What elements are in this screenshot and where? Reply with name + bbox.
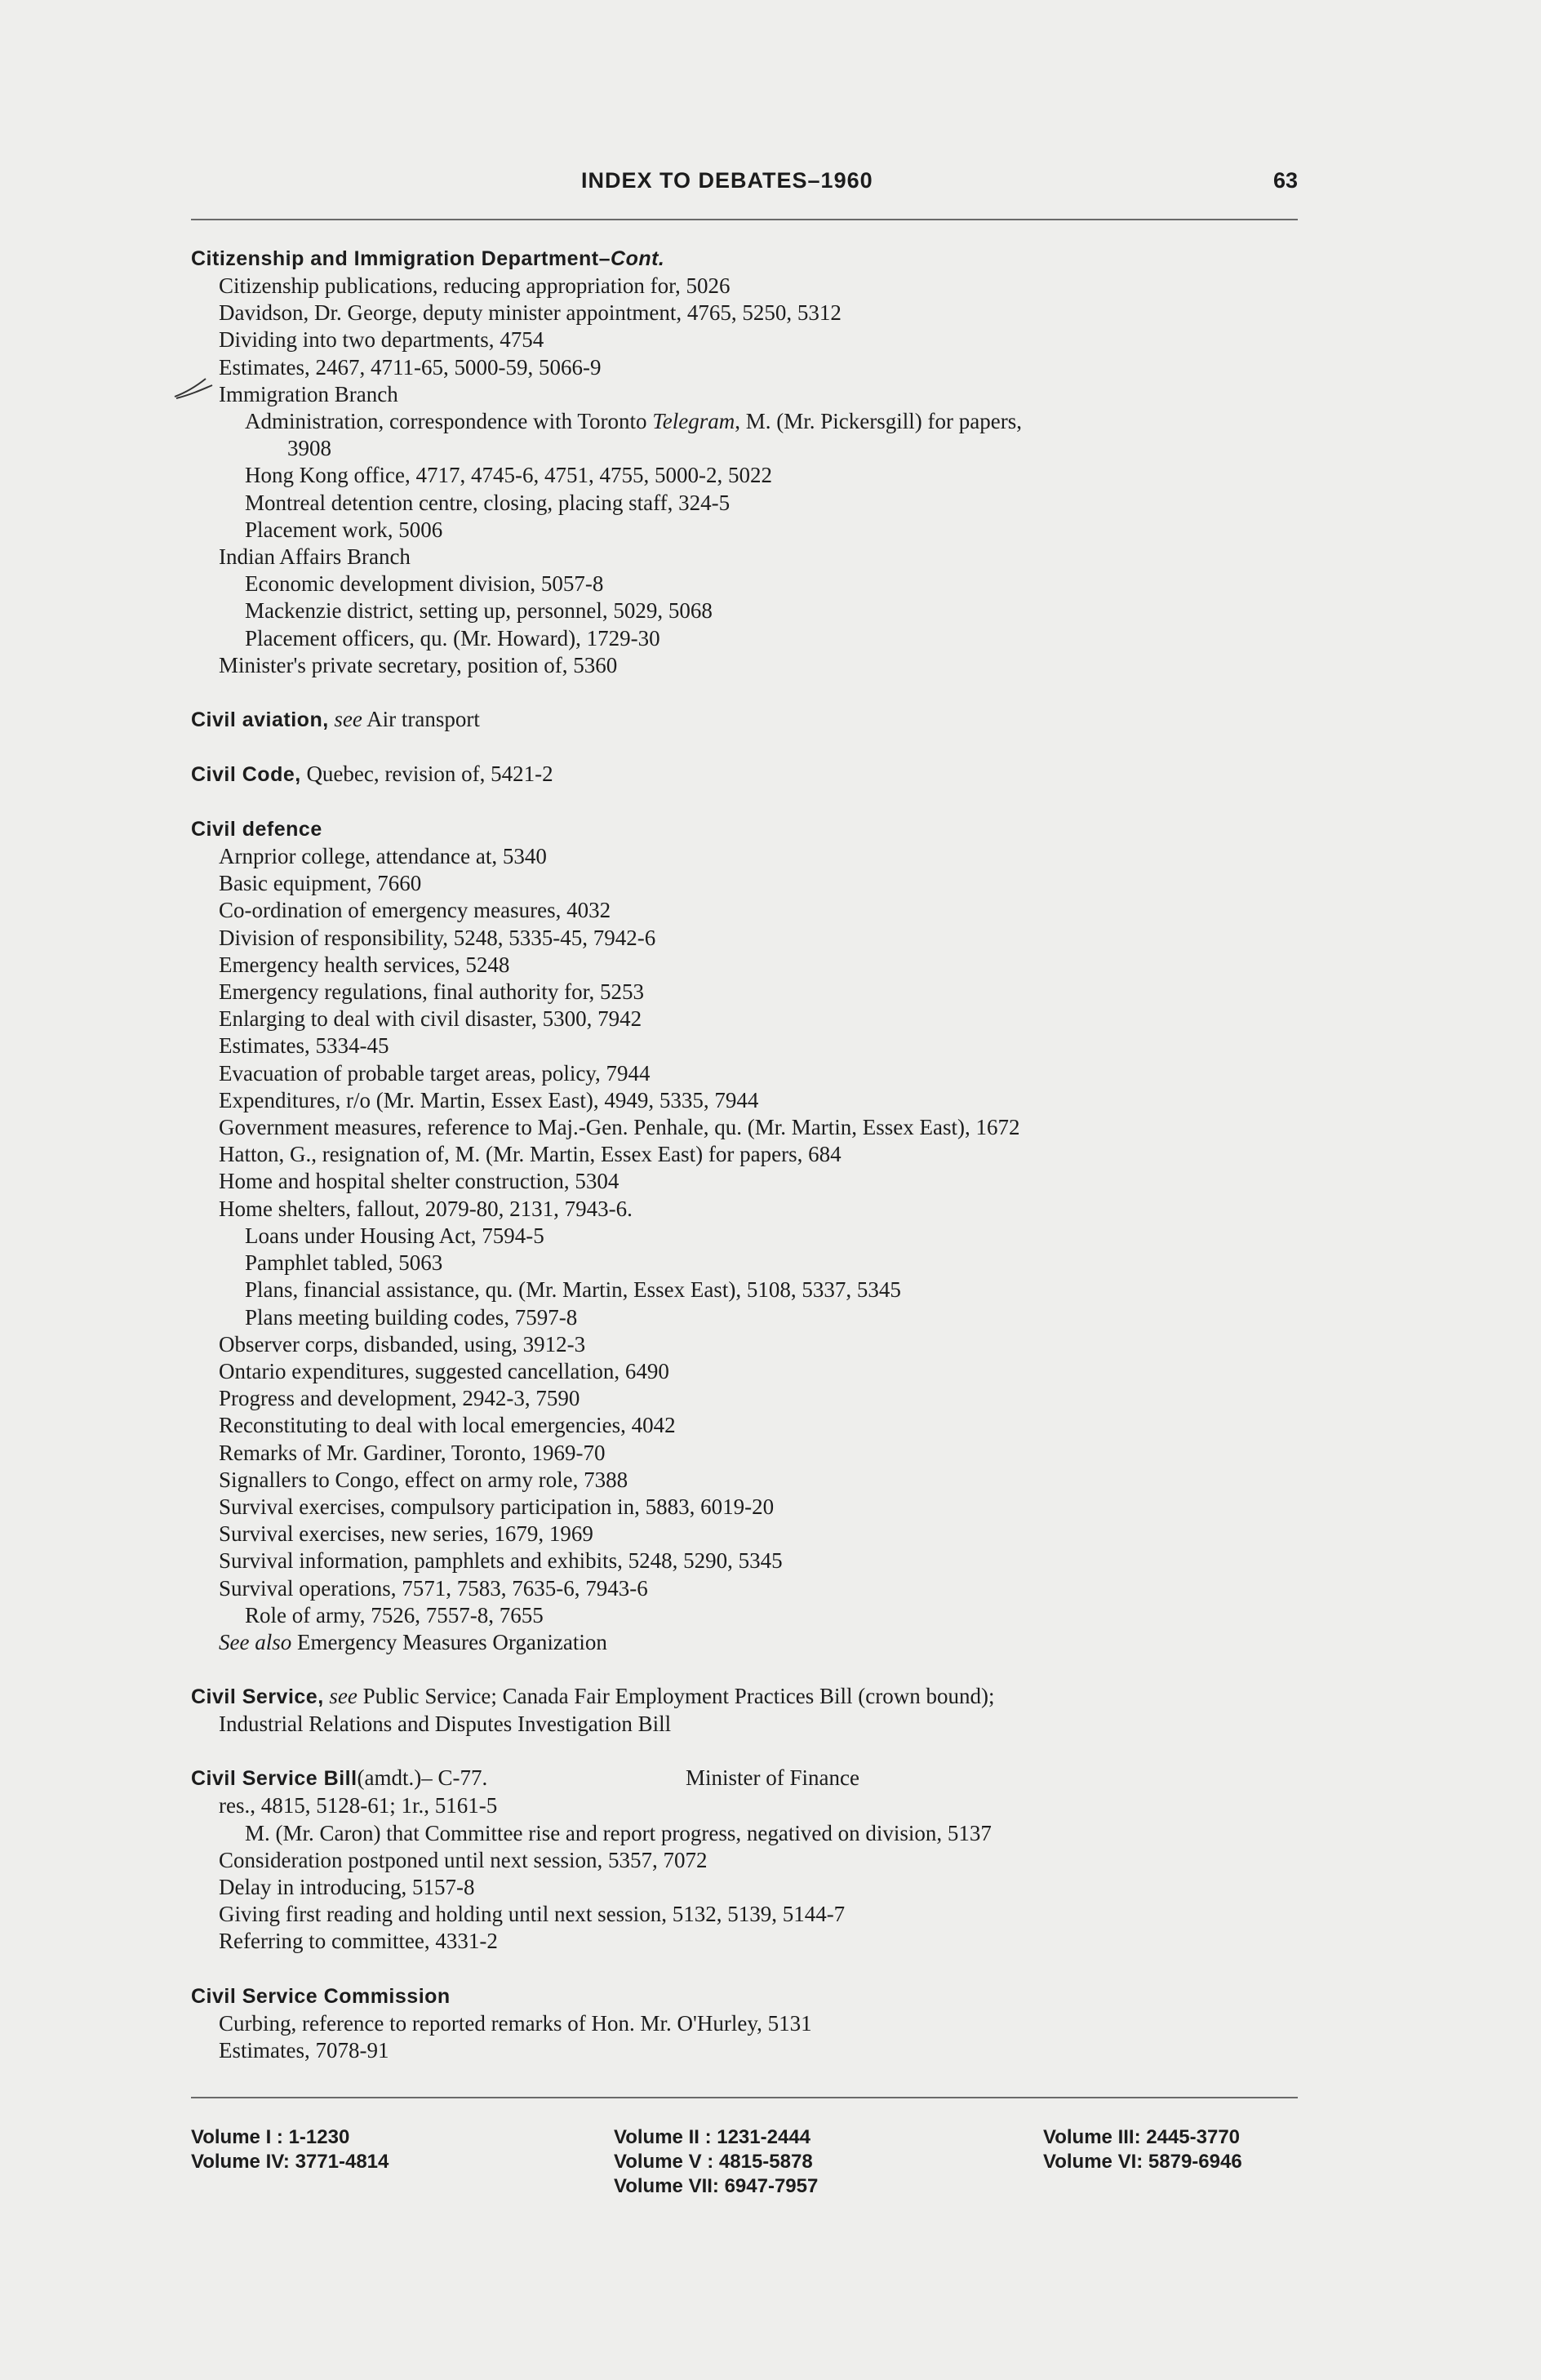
index-subentry: Curbing, reference to reported remarks of Hon. Mr. O'Hurley, 5131 xyxy=(219,2010,812,2036)
index-entry xyxy=(191,761,1317,788)
volume-range: Volume III: 2445-3770 xyxy=(1043,2126,1241,2148)
index-subentry: Survival operations, 7571, 7583, 7635-6, 7943-6 xyxy=(219,1575,648,1601)
entry-heading-line xyxy=(191,761,1317,788)
index-subentry: Evacuation of probable target areas, policy, 7944 xyxy=(219,1060,651,1086)
volume-range: Volume VI: 5879-6946 xyxy=(1043,2151,1242,2173)
volume-range: Volume II : 1231-2444 xyxy=(614,2126,811,2148)
entry-heading-text: Quebec, revision of, 5421-2 xyxy=(300,762,553,787)
index-subentry: Emergency regulations, final authority for, 5253 xyxy=(219,979,645,1005)
entry-heading-line xyxy=(191,1683,1317,1711)
subentry-text: , M. (Mr. Pickersgill) for papers, xyxy=(735,409,1022,434)
index-subentry: Survival information, pamphlets and exhibits, 5248, 5290, 5345 xyxy=(219,1548,783,1574)
index-subentry: Loans under Housing Act, 7594-5 xyxy=(245,1223,544,1248)
subentry-text: Administration, correspondence with Toronto xyxy=(245,409,653,434)
index-subentry: Observer corps, disbanded, using, 3912-3 xyxy=(219,1331,586,1357)
index-subentry: Home shelters, fallout, 2079-80, 2131, 7943-6. xyxy=(219,1196,633,1221)
entry-heading-text: Air transport xyxy=(362,707,480,732)
see-reference: see xyxy=(329,1684,357,1709)
entry-headword: Civil Service, xyxy=(191,1685,324,1709)
index-entry xyxy=(191,1983,1317,2064)
subentry-italic: See also xyxy=(219,1629,292,1654)
see-reference: see xyxy=(334,707,362,732)
index-subentry: Division of responsibility, 5248, 5335-45, 7942-6 xyxy=(219,925,656,950)
index-subentry: Davidson, Dr. George, deputy minister appointment, 4765, 5250, 5312 xyxy=(219,300,842,326)
index-subentry xyxy=(191,408,1317,435)
index-subentry: Immigration Branch xyxy=(219,381,398,406)
entry-heading-line xyxy=(191,245,1317,273)
index-subentry: Estimates, 2467, 4711-65, 5000-59, 5066-9 xyxy=(219,354,602,380)
index-subentry: Remarks of Mr. Gardiner, Toronto, 1969-70 xyxy=(219,1440,606,1465)
index-subentry: Role of army, 7526, 7557-8, 7655 xyxy=(245,1602,544,1627)
index-subentry: Estimates, 5334-45 xyxy=(219,1033,389,1059)
index-subentry: Survival exercises, compulsory participation in, 5883, 6019-20 xyxy=(219,1494,775,1519)
index-subentry: Pamphlet tabled, 5063 xyxy=(245,1250,443,1276)
index-subentry: Delay in introducing, 5157-8 xyxy=(219,1874,475,1899)
entry-heading-text: Public Service; Canada Fair Employment Practices Bill (crown bound); xyxy=(357,1684,995,1709)
volume-range: Volume IV: 3771-4814 xyxy=(191,2151,389,2173)
index-subentry: Consideration postponed until next session, 5357, 7072 xyxy=(219,1847,708,1872)
index-subentry: Signallers to Congo, effect on army role, 7388 xyxy=(219,1467,628,1492)
index-subentry: Placement officers, qu. (Mr. Howard), 1729-30 xyxy=(245,625,660,651)
index-subentry: Estimates, 7078-91 xyxy=(219,2037,389,2063)
entry-heading-suffix: Cont. xyxy=(611,247,665,270)
index-subentry: Arnprior college, attendance at, 5340 xyxy=(219,844,547,869)
index-entry xyxy=(191,1765,1317,1955)
index-subentry: Hatton, G., resignation of, M. (Mr. Martin, Essex East) for papers, 684 xyxy=(219,1142,842,1167)
entry-headword: Citizenship and Immigration Department– xyxy=(191,247,611,270)
index-subentry: Hong Kong office, 4717, 4745-6, 4751, 4755, 5000-2, 5022 xyxy=(245,463,772,488)
entry-headword: Civil Code, xyxy=(191,763,301,787)
entry-heading-line xyxy=(191,1765,1317,1792)
page-number: 63 xyxy=(1272,168,1298,193)
index-subentry: Home and hospital shelter construction, 5304 xyxy=(219,1169,620,1194)
subentry-italic: Telegram xyxy=(652,409,735,434)
volume-key xyxy=(191,2125,1298,2215)
index-subentry: Reconstituting to deal with local emergencies, 4042 xyxy=(219,1413,676,1438)
index-subentry: Mackenzie district, setting up, personnel, 5029, 5068 xyxy=(245,598,713,624)
index-subentry: Industrial Relations and Disputes Investigation Bill xyxy=(219,1712,672,1737)
entry-headword: Civil aviation, xyxy=(191,708,329,732)
index-subentry: Co-ordination of emergency measures, 4032 xyxy=(219,898,611,923)
index-subentry: Montreal detention centre, closing, placing staff, 324-5 xyxy=(245,490,731,515)
footer-rule xyxy=(191,2097,1298,2098)
index-subentry: Survival exercises, new series, 1679, 1969 xyxy=(219,1521,593,1547)
index-subentry: Basic equipment, 7660 xyxy=(219,871,422,896)
index-subentry: Minister's private secretary, position of, 5360 xyxy=(219,652,618,677)
index-subentry: Economic development division, 5057-8 xyxy=(245,571,604,597)
index-subentry: Plans, financial assistance, qu. (Mr. Martin, Essex East), 5108, 5337, 5345 xyxy=(245,1277,901,1303)
volume-range: Volume I : 1-1230 xyxy=(191,2126,350,2148)
entry-heading-line xyxy=(191,706,1317,734)
entry-headword: Civil Service Bill xyxy=(191,1767,357,1791)
volume-column-3 xyxy=(1043,2125,1242,2174)
index-subentry: 3908 xyxy=(287,436,331,461)
index-subentry: Government measures, reference to Maj.-Gen. Penhale, qu. (Mr. Martin, Essex East), 1672 xyxy=(219,1115,1020,1140)
index-subentry: Referring to committee, 4331-2 xyxy=(219,1929,498,1954)
index-subentry: M. (Mr. Caron) that Committee rise and report progress, negatived on division, 5137 xyxy=(245,1820,992,1845)
entry-headword: Civil defence xyxy=(191,818,322,841)
index-content xyxy=(191,245,1317,2064)
index-subentry: Dividing into two departments, 4754 xyxy=(219,327,544,353)
volume-range: Volume VII: 6947-7957 xyxy=(614,2175,819,2197)
running-title: INDEX TO DEBATES–1960 xyxy=(581,168,873,193)
index-subentry: Progress and development, 2942-3, 7590 xyxy=(219,1386,580,1411)
index-subentry: Plans meeting building codes, 7597-8 xyxy=(245,1304,578,1330)
index-subentry: Enlarging to deal with civil disaster, 5300, 7942 xyxy=(219,1006,642,1032)
index-entry xyxy=(191,1683,1317,1738)
index-subentry xyxy=(191,1629,1317,1656)
index-subentry: Placement work, 5006 xyxy=(245,517,443,542)
index-subentry: Giving first reading and holding until next session, 5132, 5139, 5144-7 xyxy=(219,1902,846,1927)
entry-heading-text: (amdt.)– C-77. xyxy=(357,1765,488,1791)
index-subentry: Expenditures, r/o (Mr. Martin, Essex East), 4949, 5335, 7944 xyxy=(219,1087,759,1112)
sponsoring-minister: Minister of Finance xyxy=(686,1765,859,1791)
header-rule xyxy=(191,219,1298,220)
index-entry xyxy=(191,245,1317,679)
index-subentry: Citizenship publications, reducing appropriation for, 5026 xyxy=(219,273,731,298)
index-subentry: Emergency health services, 5248 xyxy=(219,952,510,977)
entry-headword: Civil Service Commission xyxy=(191,1984,451,2008)
index-entry xyxy=(191,815,1317,1656)
index-entry xyxy=(191,706,1317,734)
volume-range: Volume V : 4815-5878 xyxy=(614,2151,813,2173)
index-subentry: Indian Affairs Branch xyxy=(219,544,411,570)
volume-column-2 xyxy=(614,2125,818,2199)
index-subentry: Ontario expenditures, suggested cancellation, 6490 xyxy=(219,1358,669,1383)
subentry-text: Emergency Measures Organization xyxy=(291,1629,607,1654)
entry-heading-line xyxy=(191,1983,1317,2010)
volume-column-1 xyxy=(191,2125,389,2174)
page-header xyxy=(191,163,1298,204)
entry-heading-line xyxy=(191,815,1317,843)
index-subentry: res., 4815, 5128-61; 1r., 5161-5 xyxy=(219,1793,498,1818)
